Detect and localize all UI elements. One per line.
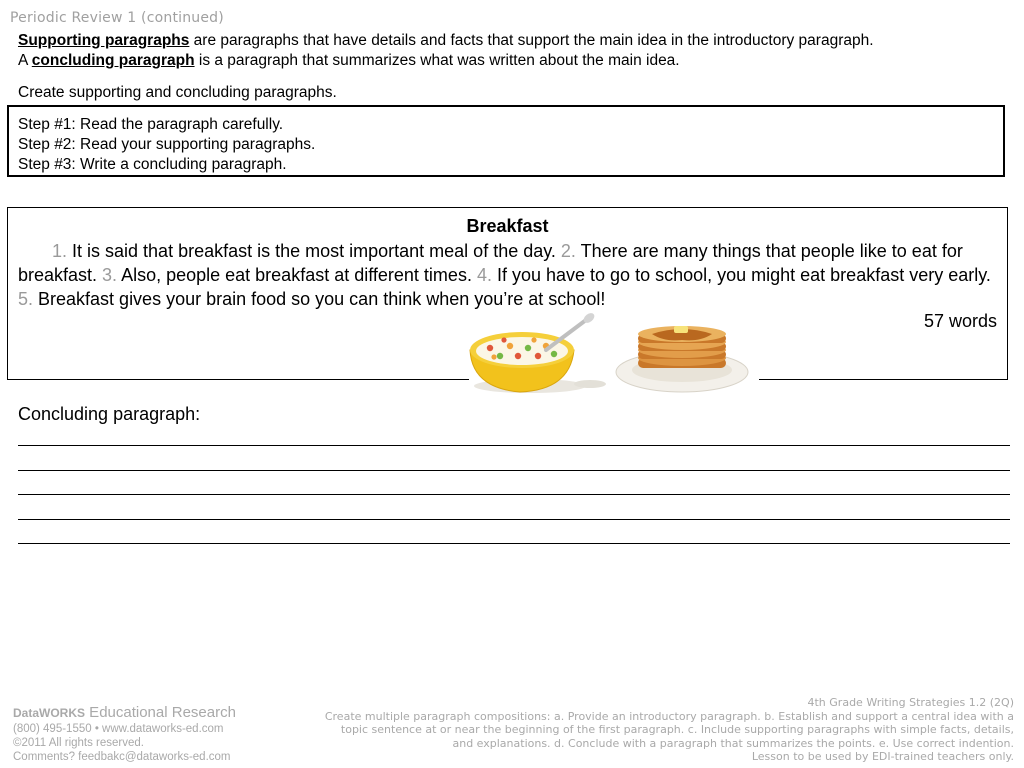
sentence-text: If you have to go to school, you might eat breakfast very early. bbox=[491, 265, 991, 285]
sentence-number: 1. bbox=[52, 241, 68, 261]
writing-line[interactable] bbox=[18, 494, 1010, 495]
concluding-definition-text: is a paragraph that summarizes what was written about the main idea. bbox=[194, 52, 680, 69]
passage-text bbox=[18, 239, 998, 311]
standard-text: Create multiple paragraph compositions: a. Provide an introductory paragraph. b. Establish and support a central idea with a topic sentence at or near the beginning of the first paragraph. c. Include supporting paragraphs with simple facts, details, and explanations. d. Conclude with a paragraph that summarizes the points. e. Use correct indention. bbox=[324, 709, 1014, 750]
concluding-definition bbox=[18, 51, 680, 71]
sentence-number: 3. bbox=[102, 265, 118, 285]
standard-title: 4th Grade Writing Strategies 1.2 (2Q) bbox=[807, 696, 1014, 709]
instruction-text: Create supporting and concluding paragraphs. bbox=[18, 84, 337, 101]
writing-line[interactable] bbox=[18, 470, 1010, 471]
copyright: ©2011 All rights reserved. bbox=[13, 737, 144, 749]
publisher-brand bbox=[13, 704, 236, 722]
passage-title: Breakfast bbox=[466, 216, 549, 236]
step-3: Step #3: Write a concluding paragraph. bbox=[18, 156, 287, 173]
brand-rest: Educational Research bbox=[85, 704, 236, 721]
passage-box-bottom-border-right bbox=[759, 379, 1008, 380]
writing-line[interactable] bbox=[18, 543, 1010, 544]
concluding-paragraph-label: Concluding paragraph: bbox=[18, 404, 201, 424]
passage-box-bottom-border-left bbox=[7, 379, 469, 380]
lesson-note: Lesson to be used by EDI-trained teachers only. bbox=[751, 750, 1014, 764]
word-count: 57 words bbox=[923, 311, 997, 331]
sentence-text: Also, people eat breakfast at different times. bbox=[117, 265, 477, 285]
sentence-number: 4. bbox=[476, 265, 492, 285]
concluding-term: concluding paragraph bbox=[31, 52, 195, 69]
sentence-text: It is said that breakfast is the most important meal of the day. bbox=[67, 241, 561, 261]
comments-email: Comments? feedbakc@dataworks-ed.com bbox=[13, 751, 231, 763]
sentence-number: 2. bbox=[560, 241, 576, 261]
sentence-number: 5. bbox=[18, 289, 34, 309]
pancakes-icon bbox=[612, 322, 752, 394]
publisher-contact: (800) 495-1550 • www.dataworks-ed.com bbox=[13, 723, 224, 735]
supporting-definition-text: are paragraphs that have details and facts that support the main idea in the introductory paragraph. bbox=[189, 32, 874, 49]
footer-standard bbox=[324, 696, 1014, 764]
butter bbox=[674, 326, 688, 333]
supporting-definition bbox=[18, 31, 874, 51]
step-1: Step #1: Read the paragraph carefully. bbox=[18, 116, 284, 133]
footer-publisher bbox=[13, 704, 236, 764]
writing-line[interactable] bbox=[18, 445, 1010, 446]
spoon-shadow bbox=[574, 380, 606, 388]
cereal-bowl-icon bbox=[462, 310, 608, 396]
step-2: Step #2: Read your supporting paragraphs. bbox=[18, 136, 316, 153]
writing-line[interactable] bbox=[18, 519, 1010, 520]
supporting-term: Supporting paragraphs bbox=[18, 32, 190, 49]
steps-box bbox=[7, 105, 1005, 177]
sentence-text: There are many things that people like to eat for breakfast. bbox=[18, 241, 963, 285]
sentence-text: Breakfast gives your brain food so you can think when you’re at school! bbox=[33, 289, 606, 309]
concluding-prefix: A bbox=[18, 52, 32, 69]
brand-bold: DataWORKS bbox=[13, 706, 86, 720]
page-header-title: Periodic Review 1 (continued) bbox=[10, 10, 224, 26]
